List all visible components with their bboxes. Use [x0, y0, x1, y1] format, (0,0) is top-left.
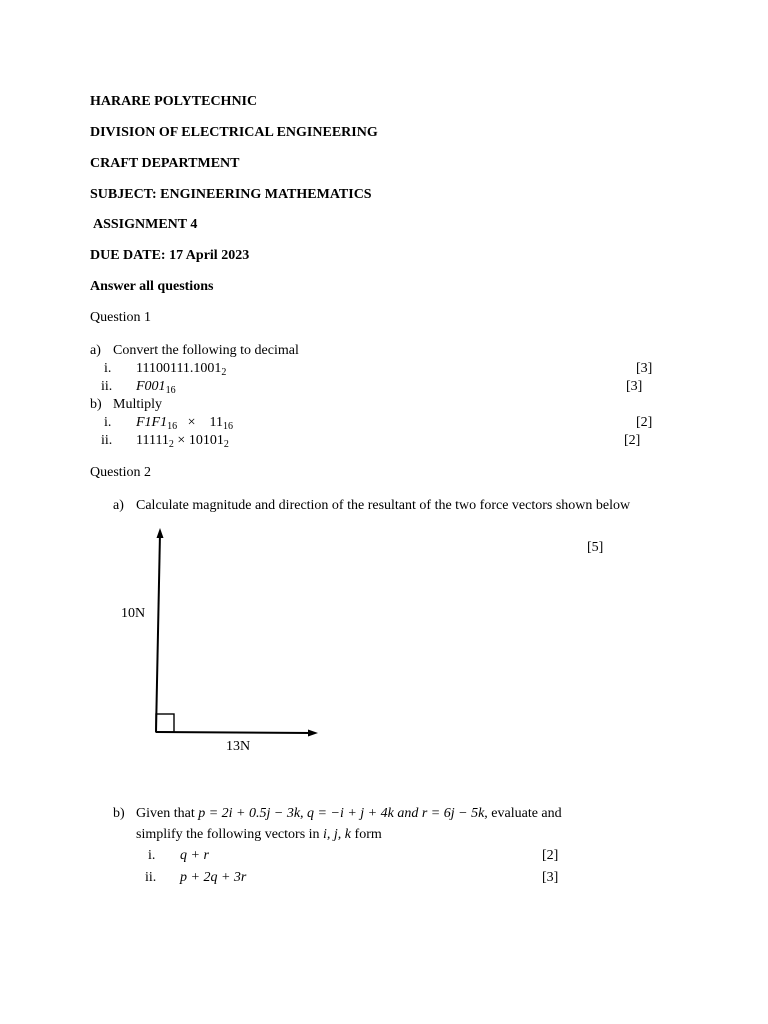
q2-b-line1: Given that p = 2i + 0.5j − 3k, q = −i + j + 4k and r = 6j − 5k, evaluate and: [136, 806, 562, 821]
q2-a-label: a): [113, 498, 124, 513]
question-2-title: Question 2: [90, 465, 152, 480]
instruction-text: Answer all questions: [90, 279, 214, 294]
q1-a-label: a): [90, 343, 101, 358]
vertical-force-vector: [156, 533, 160, 732]
institution-heading: HARARE POLYTECHNIC: [90, 94, 258, 109]
q2-b-i-expr: q + r: [180, 848, 209, 863]
q2-b-ii-num: ii.: [145, 870, 157, 885]
q1-a-ii-marks: [3]: [626, 379, 643, 394]
q2-b-i-num: i.: [148, 848, 156, 863]
question-1-title: Question 1: [90, 310, 152, 325]
q1-b-ii-marks: [2]: [624, 433, 641, 448]
department-heading: CRAFT DEPARTMENT: [90, 156, 240, 171]
q1-b-ii-num: ii.: [101, 433, 113, 448]
vertical-force-label: 10N: [121, 606, 146, 621]
q1-b-i-marks: [2]: [636, 415, 653, 430]
q2-b-line2: simplify the following vectors in i, j, k form: [136, 827, 382, 842]
q1-b-i-num: i.: [104, 415, 112, 430]
q1-a-i-marks: [3]: [636, 361, 653, 376]
q1-a-i-num: i.: [104, 361, 112, 376]
q1-b-text: Multiply: [113, 397, 163, 412]
division-heading: DIVISION OF ELECTRICAL ENGINEERING: [90, 125, 378, 140]
q1-b-label: b): [90, 397, 102, 412]
q2-b-label: b): [113, 806, 125, 821]
horizontal-force-vector: [156, 732, 312, 733]
q1-a-ii-expr: $F001_{16}$: [136, 379, 176, 396]
subject-heading: SUBJECT: ENGINEERING MATHEMATICS: [90, 187, 372, 202]
q2-b-i-marks: [2]: [542, 848, 559, 863]
q1-a-text: Convert the following to decimal: [113, 343, 299, 358]
vertical-arrowhead: [157, 528, 164, 538]
q1-a-i-expr: $11100111.1001_2$: [136, 361, 227, 378]
q1-b-ii-expr: $11111_2 \times 10101_2$: [136, 433, 229, 450]
q1-a-ii-num: ii.: [101, 379, 113, 394]
q2-a-text: Calculate magnitude and direction of the resultant of the two force vectors shown below: [136, 498, 631, 513]
q2-b-ii-expr: p + 2q + 3r: [180, 870, 247, 885]
due-date: DUE DATE: 17 April 2023: [90, 248, 250, 263]
q2-b-ii-marks: [3]: [542, 870, 559, 885]
horizontal-arrowhead: [308, 730, 318, 737]
assignment-heading: ASSIGNMENT 4: [93, 217, 198, 232]
q2-a-marks: [5]: [587, 540, 604, 555]
right-angle-marker: [156, 714, 174, 732]
q1-b-i-expr: $F1F1_{16}$ × $11_{16}$: [136, 415, 233, 432]
horizontal-force-label: 13N: [226, 739, 251, 754]
